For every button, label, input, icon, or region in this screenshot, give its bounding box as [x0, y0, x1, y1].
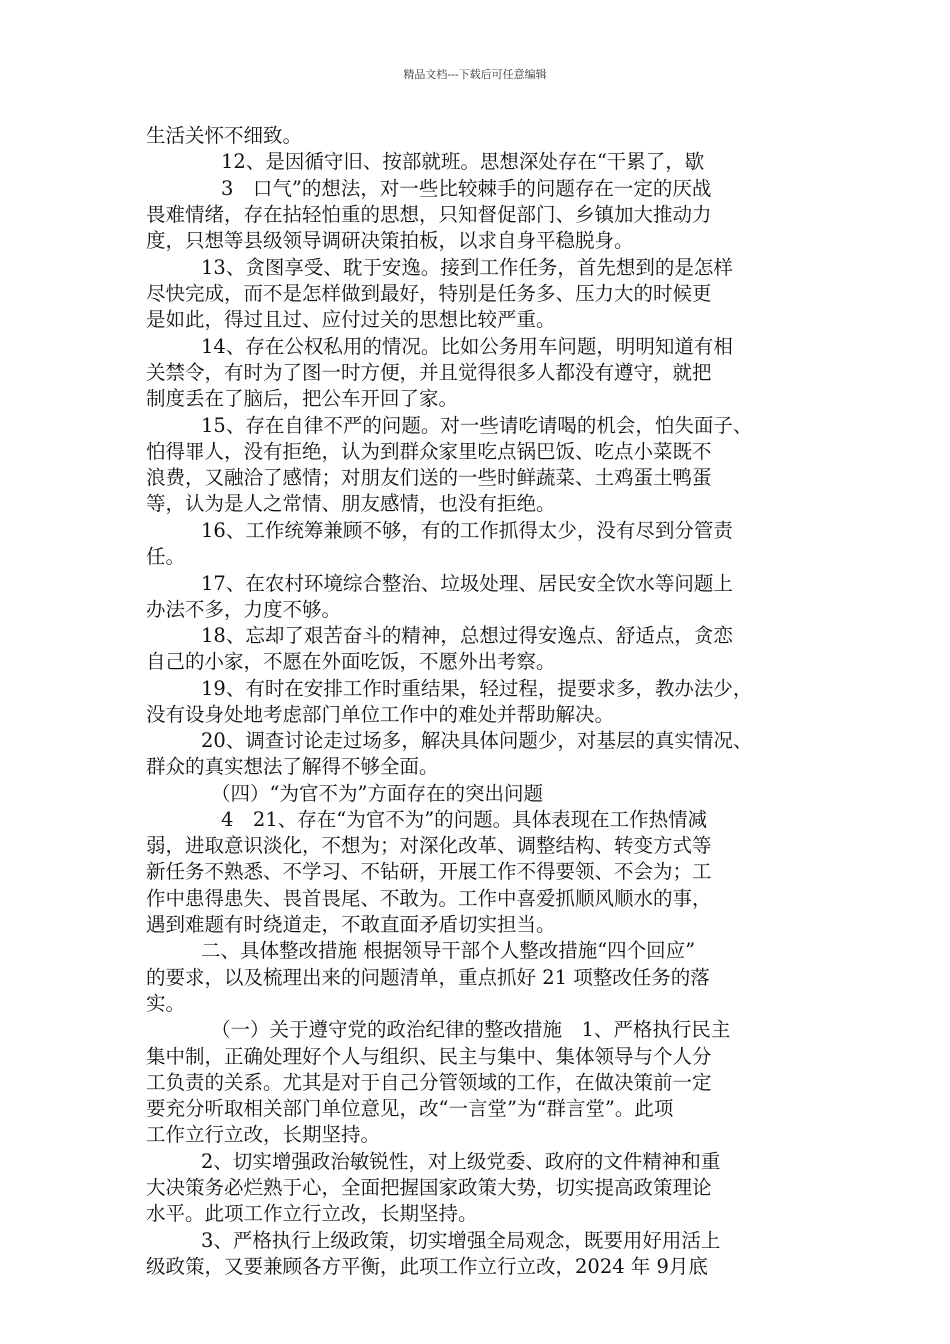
text-line: 弱，进取意识淡化，不想为；对深化改革、调整结构、转变方式等 — [146, 834, 712, 857]
text-line: 3 口气”的想法，对一些比较棘手的问题存在一定的厌战 — [221, 177, 712, 200]
text-line: 怕得罪人，没有拒绝，认为到群众家里吃点锅巴饭、吃点小菜既不 — [146, 440, 712, 463]
text-line: 16、工作统筹兼顾不够，有的工作抓得太少，没有尽到分管责 — [201, 519, 733, 542]
text-line: （一）关于遵守党的政治纪律的整改措施 1、严格执行民主 — [211, 1018, 731, 1041]
text-line: 浪费，又融洽了感情；对朋友们送的一些时鲜蔬菜、土鸡蛋土鸭蛋 — [146, 466, 712, 489]
text-line: 实。 — [146, 992, 186, 1015]
text-line: 生活关怀不细致。 — [146, 124, 303, 147]
text-line: 的要求，以及梳理出来的问题清单，重点抓好 21 项整改任务的落 — [146, 966, 710, 989]
text-line: 没有设身处地考虑部门单位工作中的难处并帮助解决。 — [146, 703, 615, 726]
text-line: 畏难情绪，存在拈轻怕重的思想，只知督促部门、乡镇加大推动力 — [146, 203, 712, 226]
text-line: 级政策，又要兼顾各方平衡，此项工作立行立改，2024 年 9月底 — [146, 1255, 708, 1278]
text-line: 水平。此项工作立行立改，长期坚持。 — [146, 1202, 478, 1225]
text-line: 制度丢在了脑后，把公车开回了家。 — [146, 387, 459, 410]
text-line: 新任务不熟悉、不学习、不钻研，开展工作不得要领、不会为；工 — [146, 860, 712, 883]
text-line: 大决策务必烂熟于心，全面把握国家政策大势，切实提高政策理论 — [146, 1176, 712, 1199]
text-line: 工负责的关系。尤其是对于自己分管领域的工作，在做决策前一定 — [146, 1071, 712, 1094]
text-line: 12、是因循守旧、按部就班。思想深处存在“干累了，歇 — [221, 150, 705, 173]
text-line: 遇到难题有时绕道走，不敢直面矛盾切实担当。 — [146, 913, 556, 936]
text-line: 作中患得患失、畏首畏尾、不敢为。工作中喜爱抓顺风顺水的事， — [146, 887, 712, 910]
text-line: 17、在农村环境综合整治、垃圾处理、居民安全饮水等问题上 — [201, 572, 733, 595]
text-line: 15、存在自律不严的问题。对一些请吃请喝的机会，怕失面子、 — [201, 414, 753, 437]
text-line: 18、忘却了艰苦奋斗的精神，总想过得安逸点、舒适点，贪恋 — [201, 624, 733, 647]
text-line: 关禁令，有时为了图一时方便，并且觉得很多人都没有遵守，就把 — [146, 361, 712, 384]
text-line: 4 21、存在“为官不为”的问题。具体表现在工作热情减 — [221, 808, 708, 831]
text-line: 13、贪图享受、耽于安逸。接到工作任务，首先想到的是怎样 — [201, 256, 733, 279]
text-line: 二、具体整改措施 根据领导干部个人整改措施“四个回应” — [201, 939, 696, 962]
text-line: 要充分听取相关部门单位意见，改“一言堂”为“群言堂”。此项 — [146, 1097, 674, 1120]
text-line: 度，只想等县级领导调研决策拍板，以求自身平稳脱身。 — [146, 229, 634, 252]
text-line: 尽快完成，而不是怎样做到最好，特别是任务多、压力大的时候更 — [146, 282, 712, 305]
text-line: 等，认为是人之常情、朋友感情，也没有拒绝。 — [146, 492, 556, 515]
page-header: 精品文档---下载后可任意编辑 — [403, 68, 547, 81]
text-line: 是如此，得过且过、应付过关的思想比较严重。 — [146, 308, 556, 331]
text-line: 群众的真实想法了解得不够全面。 — [146, 755, 439, 778]
text-line: 工作立行立改，长期坚持。 — [146, 1123, 381, 1146]
text-line: 任。 — [146, 545, 186, 568]
text-line: 办法不多，力度不够。 — [146, 598, 342, 621]
text-line: 19、有时在安排工作时重结果，轻过程，提要求多，教办法少， — [201, 677, 753, 700]
text-line: 20、调查讨论走过场多，解决具体问题少，对基层的真实情况、 — [201, 729, 753, 752]
text-line: （四）“为官不为”方面存在的突出问题 — [211, 782, 543, 805]
text-line: 14、存在公权私用的情况。比如公务用车问题，明明知道有相 — [201, 335, 733, 358]
text-line: 2、切实增强政治敏锐性，对上级党委、政府的文件精神和重 — [201, 1150, 721, 1173]
text-line: 3、严格执行上级政策，切实增强全局观念，既要用好用活上 — [201, 1229, 721, 1252]
text-line: 集中制，正确处理好个人与组织、民主与集中、集体领导与个人分 — [146, 1045, 712, 1068]
text-line: 自己的小家，不愿在外面吃饭，不愿外出考察。 — [146, 650, 556, 673]
